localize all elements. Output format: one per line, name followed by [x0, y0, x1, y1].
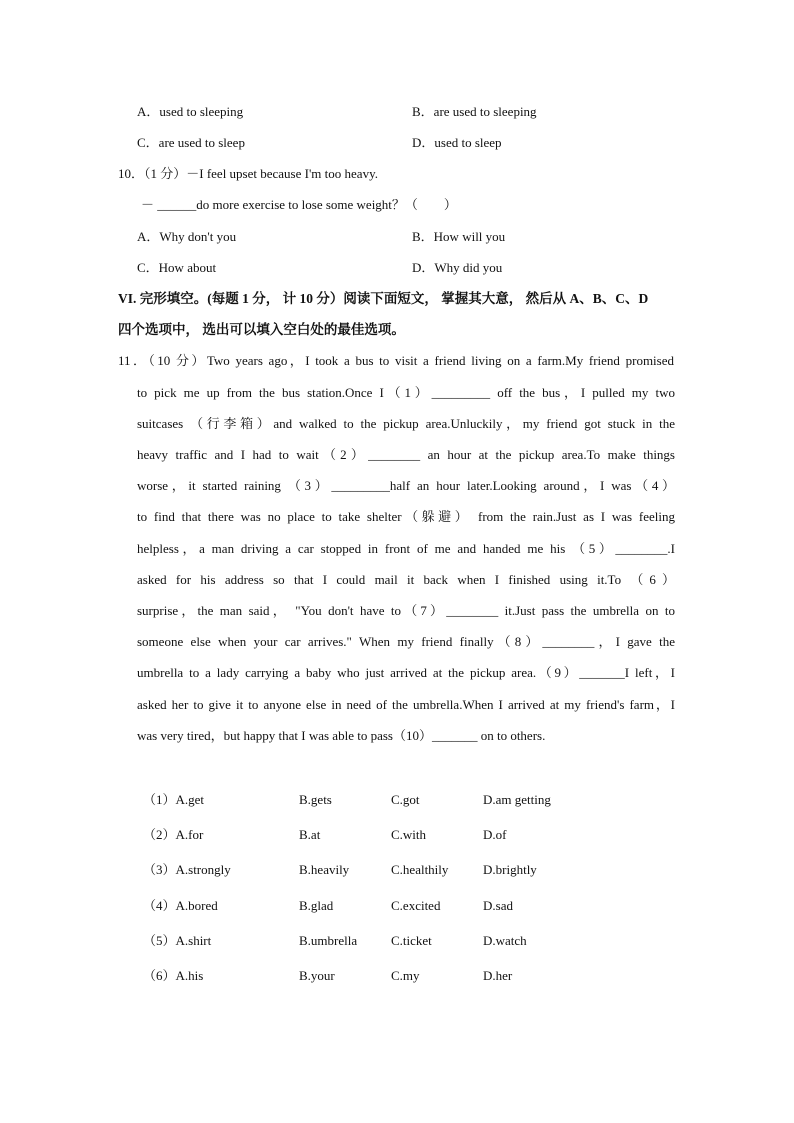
choice-4-c: C.excited: [391, 898, 441, 913]
choice-1-a: （1）A.get: [143, 792, 205, 807]
choice-5-a: （5）A.shirt: [143, 933, 212, 948]
passage-line-12: asked her to give it to anyone else in need of the umbrella.When I arrived at my friend's farm，I: [137, 697, 675, 712]
choice-6-d: D.her: [483, 968, 513, 983]
choice-5-d: D.watch: [483, 933, 527, 948]
q10-reply: － ______do more exercise to lose some weight？（ ）: [141, 197, 457, 212]
q9-option-a: A．used to sleeping: [137, 104, 244, 119]
passage-line-3: suitcases （行李箱）and walked to the pickup area.Unluckily，my friend got stuck in the: [137, 416, 675, 431]
choice-2-b: B.at: [299, 827, 321, 842]
choice-6-b: B.your: [299, 968, 335, 983]
choice-2-a: （2）A.for: [143, 827, 204, 842]
q10-stem: 10．（1 分）－I feel upset because I'm too heavy.: [118, 166, 378, 181]
choice-1-d: D.am getting: [483, 792, 551, 807]
choice-1-b: B.gets: [299, 792, 332, 807]
q10-option-a: A．Why don't you: [137, 229, 237, 244]
passage-line-7: helpless，a man driving a car stopped in front of me and handed me his （5）________.I: [137, 541, 675, 556]
choice-6-c: C.my: [391, 968, 420, 983]
choice-1-c: C.got: [391, 792, 420, 807]
choice-4-a: （4）A.bored: [143, 898, 218, 913]
passage-line-10: someone else when your car arrives." When my friend finally（8）________，I gave the: [137, 634, 675, 649]
choice-5-c: C.ticket: [391, 933, 432, 948]
choice-2-d: D.of: [483, 827, 507, 842]
q9-option-b: B．are used to sleeping: [412, 104, 537, 119]
q9-option-c: C．are used to sleep: [137, 135, 245, 150]
q10-option-d: D．Why did you: [412, 260, 503, 275]
q10-option-c: C．How about: [137, 260, 217, 275]
section-heading-2: 四个选项中， 选出可以填入空白处的最佳选项。: [118, 322, 405, 337]
choice-6-a: （6）A.his: [143, 968, 204, 983]
passage-line-11: umbrella to a lady carrying a baby who just arrived at the pickup area.（9）_______I left，I: [137, 665, 675, 680]
passage-line-13: was very tired，but happy that I was able to pass（10）_______ on to others.: [137, 728, 546, 743]
passage-line-6: to find that there was no place to take shelter（躲避） from the rain.Just as I was feeling: [137, 509, 675, 524]
choice-3-d: D.brightly: [483, 862, 537, 877]
q10-option-b: B．How will you: [412, 229, 506, 244]
choice-4-d: D.sad: [483, 898, 513, 913]
q9-option-d: D．used to sleep: [412, 135, 502, 150]
passage-line-9: surprise，the man said， "You don't have to（7）________ it.Just pass the umbrella on to: [137, 603, 675, 618]
choice-3-b: B.heavily: [299, 862, 350, 877]
passage-line-4: heavy traffic and I had to wait（2）________ an hour at the pickup area.To make things: [137, 447, 675, 462]
passage-line-2: to pick me up from the bus station.Once I（1）_________ off the bus，I pulled my two: [137, 385, 675, 400]
choice-4-b: B.glad: [299, 898, 334, 913]
choice-2-c: C.with: [391, 827, 427, 842]
passage-line-5: worse，it started raining （3）_________half an hour later.Looking around，I was（4）: [137, 478, 675, 493]
passage-line-8: asked for his address so that I could mail it back when I finished using it.To （6）: [137, 572, 675, 587]
choice-3-a: （3）A.strongly: [143, 862, 231, 877]
section-heading: VI. 完形填空。(每题 1 分， 计 10 分）阅读下面短文， 掌握其大意， 然后从 A、B、C、D: [118, 291, 649, 306]
passage-line-1: 11．（10 分）Two years ago，I took a bus to visit a friend living on a farm.My friend promised: [118, 353, 674, 368]
choice-3-c: C.healthily: [391, 862, 449, 877]
choice-5-b: B.umbrella: [299, 933, 358, 948]
